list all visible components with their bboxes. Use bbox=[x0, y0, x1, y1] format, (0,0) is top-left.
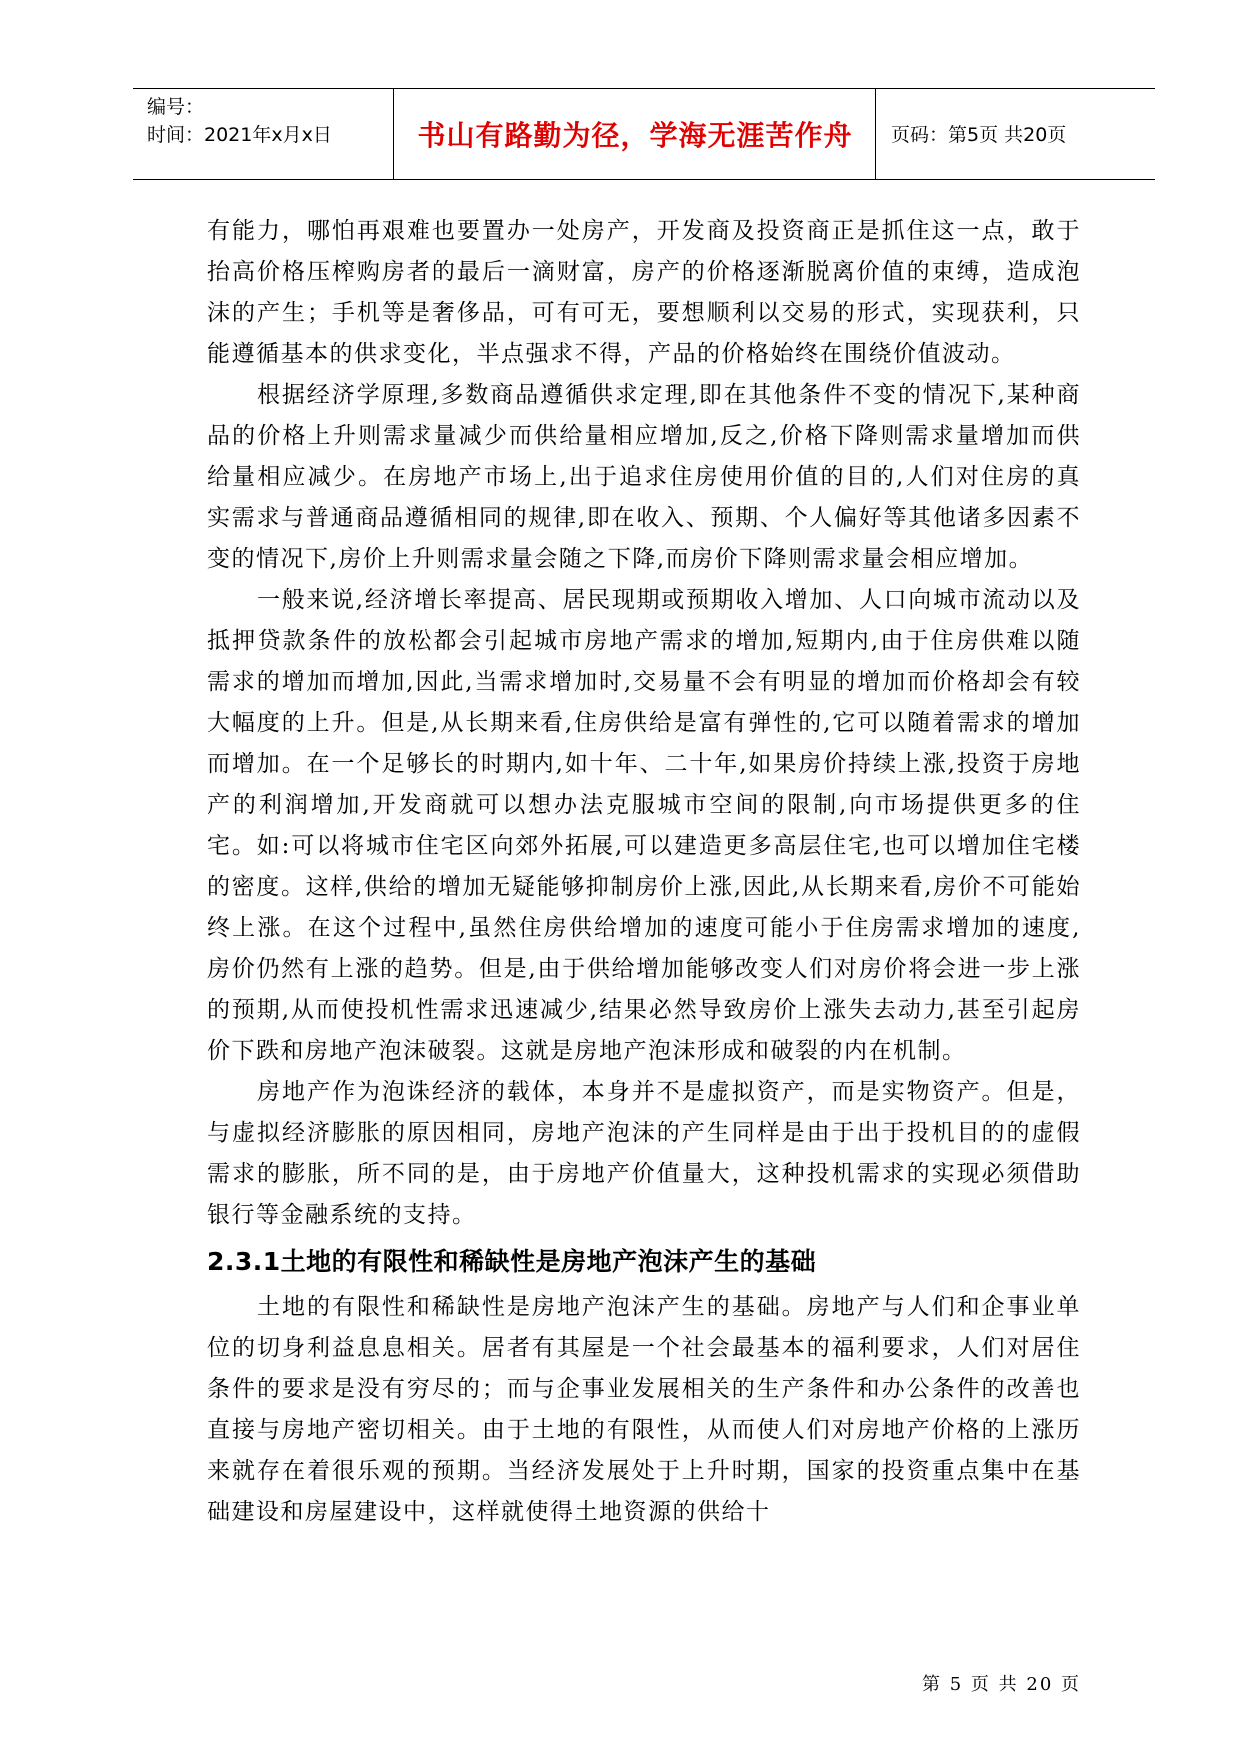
serial-label: 编号： bbox=[147, 96, 205, 118]
document-body bbox=[207, 211, 1081, 1533]
header-meta bbox=[147, 93, 397, 149]
time-label: 时间：2021年x月x日 bbox=[147, 124, 332, 146]
body-paragraph: 有能力，哪怕再艰难也要置办一处房产，开发商及投资商正是抓住这一点，敢于抬高价格压榨购房者的最后一滴财富，房产的价格逐渐脱离价值的束缚，造成泡沫的产生；手机等是奢侈品，可有可无，要想顺利以交易的形式，实现获利，只能遵循基本的供求变化，半点强求不得，产品的价格始终在围绕价值波动。 bbox=[207, 218, 1081, 367]
header-page-number: 页码：第5页 共20页 bbox=[891, 124, 1067, 146]
body-paragraph: 根据经济学原理,多数商品遵循供求定理,即在其他条件不变的情况下,某种商品的价格上升则需求量减少而供给量相应增加,反之,价格下降则需求量增加而供给量相应减少。在房地产市场上,出于追求住房使用价值的目的,人们对住房的真实需求与普通商品遵循相同的规律,即在收入、预期、个人偏好等其他诸多因素不变的情况下,房价上升则需求量会随之下降,而房价下降则需求量会相应增加。 bbox=[207, 382, 1081, 572]
body-paragraph: 一般来说,经济增长率提高、居民现期或预期收入增加、人口向城市流动以及抵押贷款条件的放松都会引起城市房地产需求的增加,短期内,由于住房供难以随需求的增加而增加,因此,当需求增加时,交易量不会有明显的增加而价格却会有较大幅度的上升。但是,从长期来看,住房供给是富有弹性的,它可以随着需求的增加而增加。在一个足够长的时期内,如十年、二十年,如果房价持续上涨,投资于房地产的利润增加,开发商就可以想办法克服城市空间的限制,向市场提供更多的住宅。如:可以将城市住宅区向郊外拓展,可以建造更多高层住宅,也可以增加住宅楼的密度。这样,供给的增加无疑能够抑制房价上涨,因此,从长期来看,房价不可能始终上涨。在这个过程中,虽然住房供给增加的速度可能小于住房需求增加的速度,房价仍然有上涨的趋势。但是,由于供给增加能够改变人们对房价将会进一步上涨的预期,从而使投机性需求迅速减少,结果必然导致房价上涨失去动力,甚至引起房价下跌和房地产泡沫破裂。这就是房地产泡沫形成和破裂的内在机制。 bbox=[207, 587, 1081, 1064]
page-header bbox=[133, 88, 1155, 180]
body-paragraph: 土地的有限性和稀缺性是房地产泡沫产生的基础。房地产与人们和企事业单位的切身利益息息相关。居者有其屋是一个社会最基本的福利要求，人们对居住条件的要求是没有穷尽的；而与企事业发展相关的生产条件和办公条件的改善也直接与房地产密切相关。由于土地的有限性，从而使人们对房地产价格的上涨历来就存在着很乐观的预期。当经济发展处于上升时期，国家的投资重点集中在基础建设和房屋建设中，这样就使得土地资源的供给十 bbox=[207, 1294, 1081, 1525]
header-motto: 书山有路勤为径，学海无涯苦作舟 bbox=[417, 118, 853, 152]
header-divider bbox=[393, 89, 394, 179]
section-heading: 2.3.1土地的有限性和稀缺性是房地产泡沫产生的基础 bbox=[207, 1247, 817, 1276]
page-footer: 第 5 页 共 20 页 bbox=[922, 1674, 1081, 1695]
header-divider bbox=[875, 89, 876, 179]
body-paragraph: 房地产作为泡诛经济的载体，本身并不是虚拟资产，而是实物资产。但是，与虚拟经济膨胀的原因相同，房地产泡沫的产生同样是由于出于投机目的的虚假需求的膨胀，所不同的是，由于房地产价值量大，这种投机需求的实现必须借助银行等金融系统的支持。 bbox=[207, 1079, 1081, 1228]
